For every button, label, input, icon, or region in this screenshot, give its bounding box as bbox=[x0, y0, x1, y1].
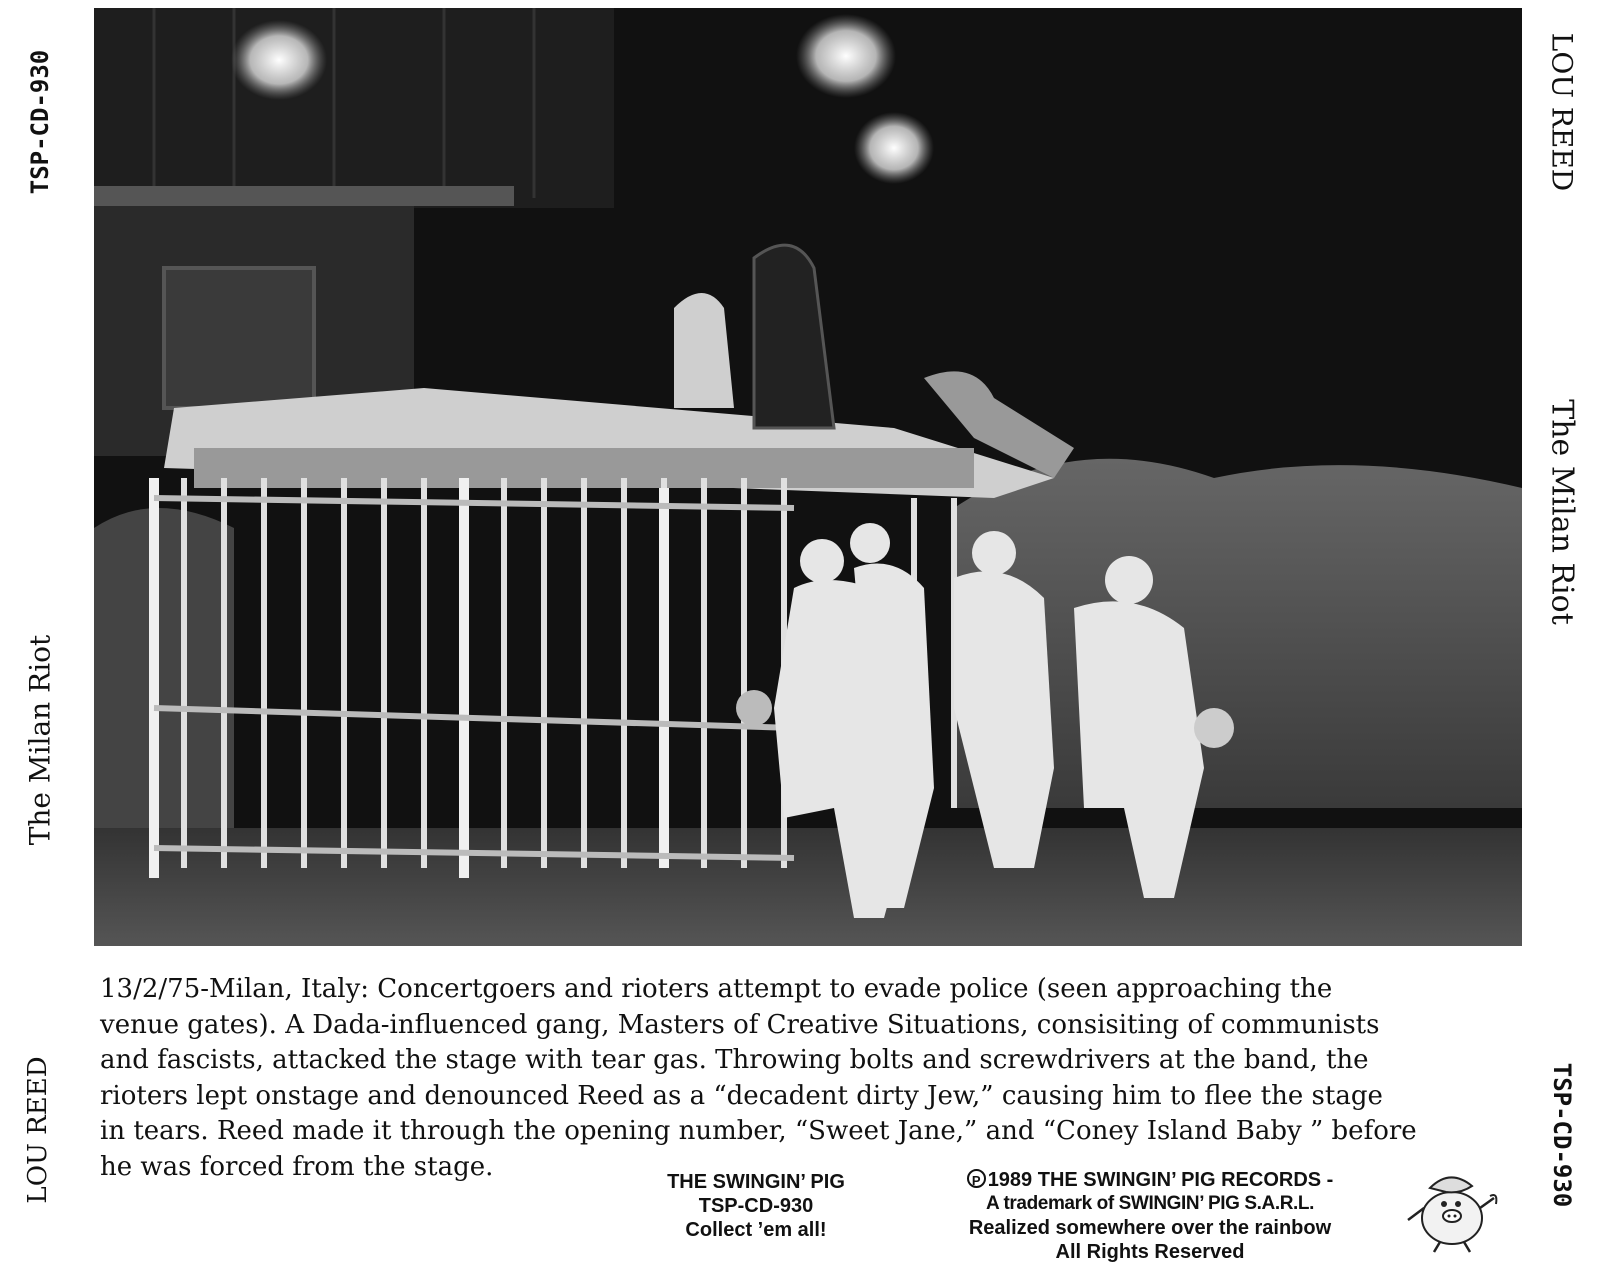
left-spine-artist: LOU REED bbox=[23, 1056, 53, 1204]
phonogram-icon: P bbox=[967, 1169, 986, 1188]
riot-photo-image bbox=[94, 8, 1522, 946]
caption-line: rioters lept onstage and denounced Reed as a “decadent dirty Jew,” causing him to flee the stage bbox=[100, 1080, 1383, 1111]
legal-line-3: Realized somewhere over the rainbow bbox=[968, 1217, 1332, 1239]
riot-photo bbox=[94, 8, 1522, 946]
caption-line: in tears. Reed made it through the opening number, “Sweet Jane,” and “Coney Island Baby ” before bbox=[100, 1116, 1417, 1146]
left-spine-title: The Milan Riot bbox=[23, 634, 57, 846]
caption-line: he was forced from the stage. bbox=[100, 1151, 494, 1182]
legal-notice bbox=[950, 1168, 1350, 1264]
catalog-number: TSP-CD-930 bbox=[698, 1195, 814, 1217]
right-spine-title: The Milan Riot bbox=[1544, 399, 1580, 625]
caption-line: and fascists, attacked the stage with tear gas. Throwing bolts and screwdrivers at the band, the bbox=[100, 1045, 1369, 1075]
legal-line-1: P 1989 THE SWINGIN’ PIG RECORDS - bbox=[950, 1168, 1350, 1192]
swingin-pig-mascot-icon bbox=[1400, 1168, 1500, 1254]
caption-text bbox=[100, 972, 1540, 1185]
label-credits bbox=[618, 1170, 894, 1242]
legal-line-2: A trademark of SWINGIN’ PIG S.A.R.L. bbox=[985, 1193, 1314, 1214]
legal-line-4: All Rights Reserved bbox=[1055, 1241, 1245, 1263]
left-spine-catalog: TSP-CD-930 bbox=[26, 49, 54, 195]
right-spine-catalog: TSP-CD-930 bbox=[1548, 1062, 1576, 1208]
caption-line: venue gates). A Dada-influenced gang, Masters of Creative Situations, consisiting of communists bbox=[100, 1009, 1380, 1040]
right-spine-artist: LOU REED bbox=[1545, 32, 1579, 192]
slogan: Collect ’em all! bbox=[685, 1219, 827, 1241]
label-name: THE SWINGIN’ PIG bbox=[667, 1171, 845, 1193]
caption-line: 13/2/75-Milan, Italy: Concertgoers and rioters attempt to evade police (seen approaching the bbox=[100, 974, 1333, 1004]
